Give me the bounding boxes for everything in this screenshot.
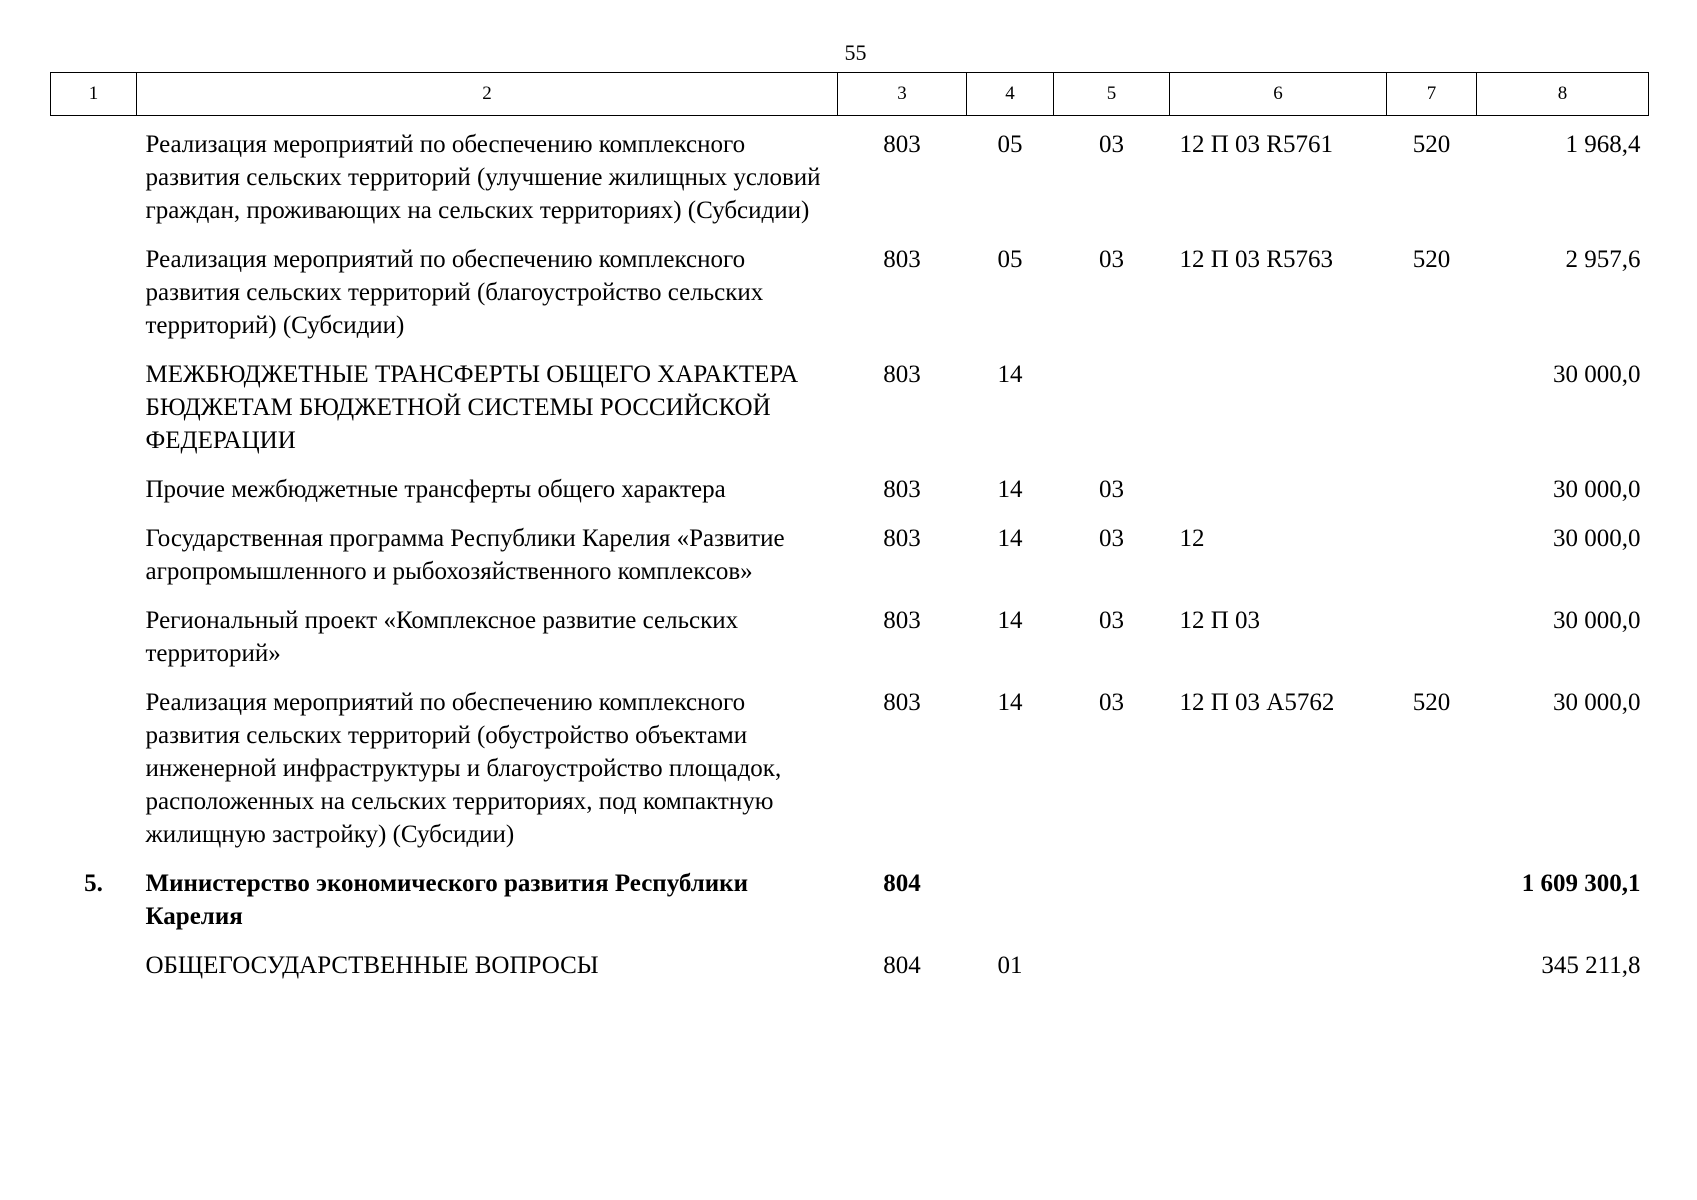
row-section-code: 14 — [997, 361, 1023, 388]
header-col-8: 8 — [1477, 73, 1649, 116]
row-ministry-code: 803 — [883, 525, 921, 552]
page-number: 55 — [844, 40, 867, 65]
row-ministry-code: 803 — [883, 689, 921, 716]
row-name: ОБЩЕГОСУДАРСТВЕННЫЕ ВОПРОСЫ — [145, 952, 599, 979]
row-target-code: 12 — [1179, 525, 1205, 552]
header-col-4: 4 — [967, 73, 1054, 116]
row-number: 5. — [84, 870, 103, 897]
table-row — [51, 604, 1649, 686]
row-ministry-code: 803 — [883, 246, 921, 273]
row-number — [51, 522, 137, 604]
row-target-code — [1170, 358, 1387, 473]
row-section-code: 05 — [997, 131, 1023, 158]
row-name: Региональный проект «Комплексное развитие сельских территорий» — [145, 607, 739, 667]
row-section-code: 14 — [997, 476, 1023, 503]
table-row — [51, 358, 1649, 473]
row-ministry-code: 804 — [883, 870, 921, 897]
row-expense-type: 520 — [1412, 689, 1451, 716]
row-section-code: 14 — [997, 525, 1023, 552]
row-number — [51, 949, 137, 998]
row-number — [51, 116, 137, 244]
row-subsection-code: 03 — [1099, 246, 1124, 273]
row-amount: 30 000,0 — [1553, 476, 1641, 503]
row-amount: 30 000,0 — [1553, 607, 1641, 634]
row-number — [51, 604, 137, 686]
header-col-5: 5 — [1054, 73, 1170, 116]
table-row — [51, 686, 1649, 867]
row-target-code — [1170, 473, 1387, 522]
table-header-row — [51, 73, 1649, 116]
row-number — [51, 473, 137, 522]
row-section-code: 14 — [997, 607, 1023, 634]
row-amount: 1 968,4 — [1565, 131, 1641, 158]
row-expense-type — [1387, 358, 1477, 473]
row-subsection-code: 03 — [1099, 525, 1124, 552]
row-name: Реализация мероприятий по обеспечению комплексного развития сельских территорий (обустройство объектами инженерной инфраструктуры и благоустройство площадок, расположенных на сельских территориях, под компактную жилищную застройку) (Субсидии) — [145, 689, 782, 848]
row-name: Министерство экономического развития Республики Карелия — [145, 870, 748, 930]
row-name: МЕЖБЮДЖЕТНЫЕ ТРАНСФЕРТЫ ОБЩЕГО ХАРАКТЕРА БЮДЖЕТАМ БЮДЖЕТНОЙ СИСТЕМЫ РОССИЙСКОЙ ФЕДЕРАЦИИ — [145, 361, 799, 454]
row-section-code: 14 — [997, 689, 1023, 716]
row-subsection-code — [1054, 949, 1170, 998]
header-col-2: 2 — [137, 73, 838, 116]
row-expense-type: 520 — [1412, 131, 1451, 158]
table-row — [51, 243, 1649, 358]
table-row — [51, 116, 1649, 244]
row-target-code: 12 П 03 — [1179, 607, 1261, 634]
row-ministry-code: 803 — [883, 607, 921, 634]
table-row — [51, 522, 1649, 604]
row-name: Прочие межбюджетные трансферты общего характера — [145, 476, 726, 503]
row-amount: 30 000,0 — [1553, 525, 1641, 552]
row-ministry-code: 803 — [883, 476, 921, 503]
row-subsection-code: 03 — [1099, 607, 1124, 634]
budget-table — [50, 72, 1649, 998]
row-number — [51, 243, 137, 358]
row-target-code — [1170, 867, 1387, 949]
row-subsection-code — [1054, 867, 1170, 949]
row-subsection-code: 03 — [1099, 689, 1124, 716]
header-col-3: 3 — [838, 73, 967, 116]
header-col-1: 1 — [51, 73, 137, 116]
row-target-code: 12 П 03 A5762 — [1179, 689, 1335, 716]
row-amount: 30 000,0 — [1553, 361, 1641, 388]
row-ministry-code: 803 — [883, 131, 921, 158]
row-subsection-code: 03 — [1099, 131, 1124, 158]
row-number — [51, 686, 137, 867]
row-target-code: 12 П 03 R5763 — [1179, 246, 1333, 273]
row-amount: 2 957,6 — [1565, 246, 1641, 273]
row-subsection-code: 03 — [1099, 476, 1124, 503]
row-name: Реализация мероприятий по обеспечению комплексного развития сельских территорий (благоустройство сельских территорий) (Субсидии) — [145, 246, 764, 339]
row-section-code — [967, 867, 1054, 949]
row-expense-type — [1387, 522, 1477, 604]
row-amount: 345 211,8 — [1541, 952, 1641, 979]
row-expense-type — [1387, 867, 1477, 949]
header-col-7: 7 — [1387, 73, 1477, 116]
row-expense-type — [1387, 949, 1477, 998]
row-name: Реализация мероприятий по обеспечению комплексного развития сельских территорий (улучшение жилищных условий граждан, проживающих на сельских территориях) (Субсидии) — [145, 131, 821, 224]
row-amount: 30 000,0 — [1553, 689, 1641, 716]
row-target-code: 12 П 03 R5761 — [1179, 131, 1333, 158]
row-ministry-code: 803 — [883, 361, 921, 388]
row-ministry-code: 804 — [883, 952, 921, 979]
row-name: Государственная программа Республики Карелия «Развитие агропромышленного и рыбохозяйственного комплексов» — [145, 525, 785, 585]
row-section-code: 05 — [997, 246, 1023, 273]
table-row — [51, 949, 1649, 998]
table-row-ministry-total — [51, 867, 1649, 949]
row-expense-type — [1387, 604, 1477, 686]
row-target-code — [1170, 949, 1387, 998]
table-row — [51, 473, 1649, 522]
row-amount: 1 609 300,1 — [1521, 870, 1641, 897]
row-expense-type — [1387, 473, 1477, 522]
row-section-code: 01 — [997, 952, 1023, 979]
header-col-6: 6 — [1170, 73, 1387, 116]
row-subsection-code — [1054, 358, 1170, 473]
row-expense-type: 520 — [1412, 246, 1451, 273]
row-number — [51, 358, 137, 473]
